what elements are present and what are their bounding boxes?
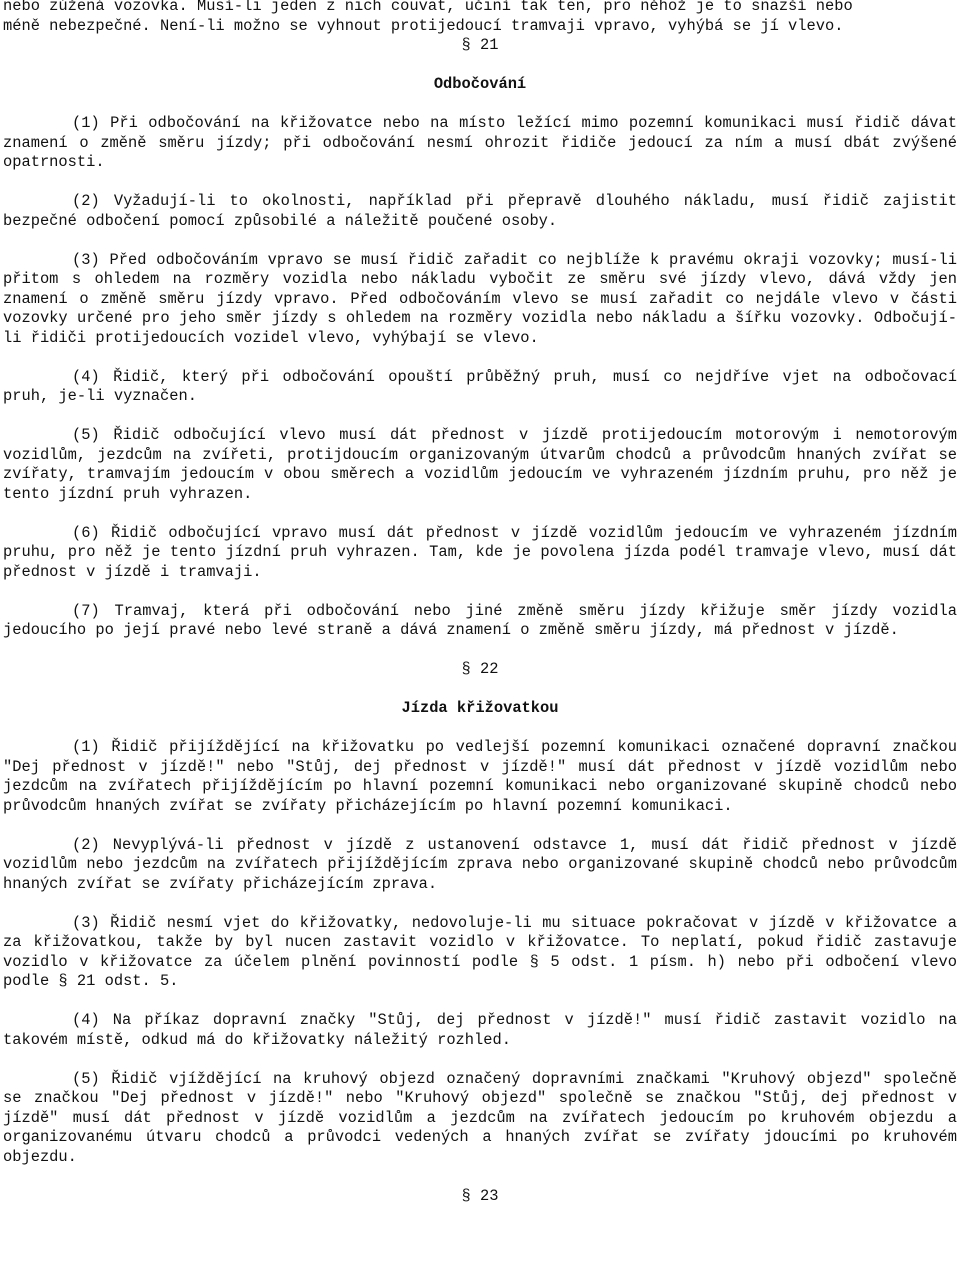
intro-line: nebo zúžená vozovka. Musí-li jeden z nich couvat, učiní tak ten, pro něhož je to snazší nebo <box>3 0 853 15</box>
document-page <box>3 0 957 1206</box>
paragraph: (1) Při odbočování na křižovatce nebo na místo ležící mimo pozemní komunikaci musí řidič dávat znamení o změně směru jízdy; při odbočování nesmí ohrozit řidiče jedoucí za ním a musí dbát zvýšené opatrnosti. <box>3 114 957 171</box>
paragraph: (4) Řidič, který při odbočování opouští průběžný pruh, musí co nejdříve vjet na odbočovací pruh, je-li vyznačen. <box>3 367 957 405</box>
paragraph: (5) Řidič odbočující vlevo musí dát přednost v jízdě protijedoucím motorovým i nemotorovým vozidlům, jezdcům na zvířeti, protijdoucím organizovaným útvarům chodců a průvodcům hnaných zvířat se zvířaty, tramvajím jedoucím v obou směrech a vozidlům jedoucím ve vyhrazeném jízdním pruhu, pro něž je tento jízdní pruh vyhrazen. <box>3 426 957 503</box>
paragraph: (2) Vyžadují-li to okolnosti, například při přepravě dlouhého nákladu, musí řidič zajistit bezpečné odbočení pomocí způsobilé a náležitě poučené osoby. <box>3 192 957 230</box>
paragraph: (1) Řidič přijíždějící na křižovatku po vedlejší pozemní komunikaci označené dopravní značkou "Dej přednost v jízdě!" nebo "Stůj, dej přednost v jízdě!" musí dát přednost v jízdě vozidlům nebo jezdcům na zvířatech přijíždějícím po hlavní pozemní komunikaci nebo organizované skupině chodců nebo průvodcům hnaných zvířat se zvířaty přicházejícím po hlavní pozemní komunikaci. <box>3 738 957 815</box>
paragraph: (7) Tramvaj, která při odbočování nebo jiné změně směru jízdy křižuje směr jízdy vozidla jedoucího po její pravé nebo levé straně a dává znamení o změně směru jízdy, má přednost v jízdě. <box>3 601 957 639</box>
paragraph: (4) Na příkaz dopravní značky "Stůj, dej přednost v jízdě!" musí řidič zastavit vozidlo na takovém místě, odkud má do křižovatky náležitý rozhled. <box>3 1011 957 1049</box>
section-number: § 23 <box>461 1186 499 1205</box>
paragraph: (3) Před odbočováním vpravo se musí řidič zařadit co nejblíže k pravému okraji vozovky; musí-li přitom s ohledem na rozměry vozidla nebo nákladu vybočit ze směru své jízdy vlevo, dává vždy jen znamení o změně směru jízdy vpravo. Před odbočováním vlevo se musí zařadit co nejdále vlevo v části vozovky určené pro jeho směr jízdy s ohledem na rozměry vozidla nebo nákladu a šířku vozovky. Odbočují-li řidiči protijedoucích vozidel vlevo, vyhýbají se vlevo. <box>3 250 957 347</box>
paragraph: (6) Řidič odbočující vpravo musí dát přednost v jízdě vozidlům jedoucím ve vyhrazeném jízdním pruhu, pro něž je tento jízdní pruh vyhrazen. Tam, kde je povolena jízda podél tramvaje vlevo, musí dát přednost v jízdě i tramvaji. <box>3 523 957 581</box>
section-title: Odbočování <box>433 75 527 93</box>
section-title: Jízda křižovatkou <box>401 699 559 717</box>
paragraph: (2) Nevyplývá-li přednost v jízdě z ustanovení odstavce 1, musí dát řidič přednost v jízdě vozidlům nebo jezdcům na zvířatech přijíždějícím zprava nebo organizované skupině chodců nebo průvodcům hnaných zvířat se zvířaty přicházejícím zprava. <box>3 835 957 893</box>
intro-line: méně nebezpečné. Není-li možno se vyhnout protijedoucí tramvaji vpravo, vyhýbá se jí vlevo. <box>3 16 844 35</box>
paragraph: (3) Řidič nesmí vjet do křižovatky, nedovoluje-li mu situace pokračovat v jízdě v křižovatce a za křižovatkou, takže by byl nucen zastavit vozidlo v křižovatce. To neplatí, pokud řidič zastavuje vozidlo v křižovatce za účelem plnění povinností podle § 5 odst. 1 písm. h) nebo při odbočení vlevo podle § 21 odst. 5. <box>3 913 957 990</box>
section-number: § 22 <box>461 660 499 678</box>
paragraph: (5) Řidič vjíždějící na kruhový objezd označený dopravními značkami "Kruhový objezd" společně se značkou "Dej přednost v jízdě!" nebo "Kruhový objezd" společně se značkou "Stůj, dej přednost v jízdě" musí dát přednost v jízdě vozidlům a jezdcům na zvířatech jedoucím po kruhovém objezdu a organizovanému útvaru chodců a průvodci vedených a hnaných zvířat se zvířaty jdoucími po kruhovém objezdu. <box>3 1069 957 1166</box>
section-number: § 21 <box>461 36 499 54</box>
